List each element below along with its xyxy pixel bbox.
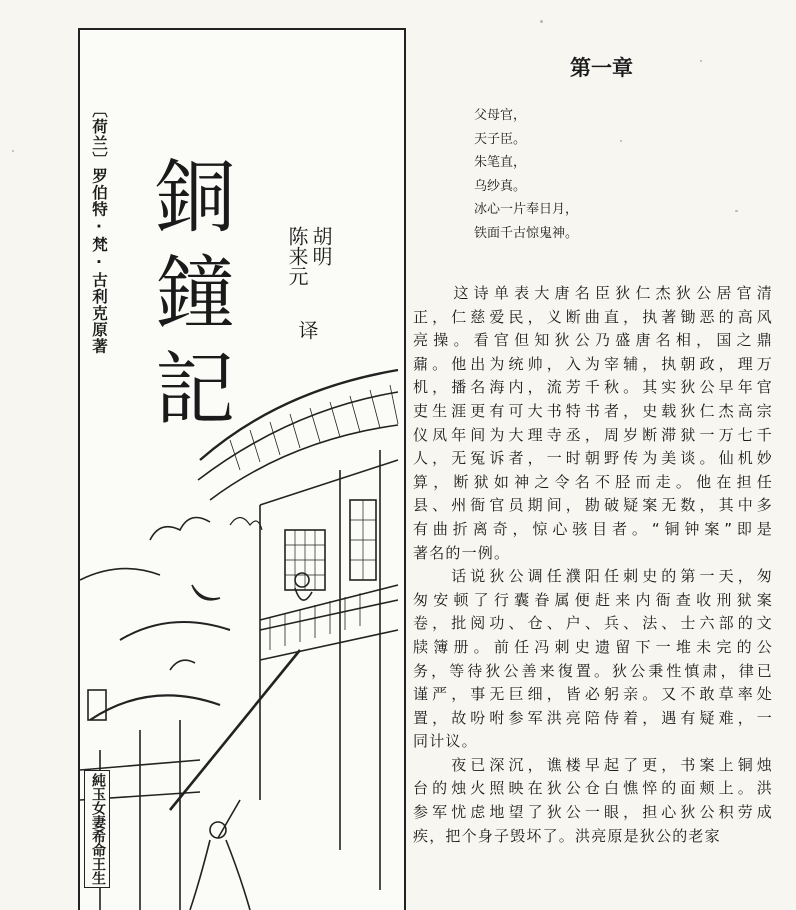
chapter-body (413, 282, 773, 848)
title-char: 鐘 (155, 247, 235, 340)
text-line: 仪凤年间为大理寺丞，周岁断滞狱一万七千 (413, 425, 773, 444)
inscription-seal: 純玉女妻希命王生 (84, 770, 110, 888)
text-line: 人，无冤诉者，一时朝野传为美谈。仙机妙 (413, 449, 773, 468)
text-line: 台的烛火照映在狄公仓白憔悴的面颊上。洪 (413, 779, 773, 798)
text-line: 务，等待狄公善来復置。狄公秉性慎肃，律已 (413, 661, 773, 680)
translator-name: 胡明 (309, 226, 333, 266)
chapter-title: 第一章 (570, 56, 633, 80)
poem-line: 天子臣。 (474, 131, 527, 147)
poem-line: 父母官， (474, 108, 527, 123)
poem-line: 乌纱真。 (474, 178, 527, 194)
text-line: 鼐。他出为统帅，入为宰辅，执朝政，理万 (413, 354, 773, 373)
text-line: 机，播名海内，流芳千秋。其实狄公早年官 (413, 378, 773, 397)
text-line: 亮操。看官但知狄公乃盛唐名相，国之鼎 (413, 331, 773, 350)
title-char: 記 (155, 343, 235, 436)
translator-name: 陈来元 (285, 226, 309, 286)
text-line: 县、州衙官员期间，勘破疑案无数，其中多 (413, 496, 773, 515)
author-credit: 〔荷兰〕罗伯特·梵·古利克原著 (90, 102, 108, 355)
text-line: 匆安顿了行囊眷属便赶来内衙查收刑狱案 (413, 590, 773, 609)
text-line: 正，仁慈爱民，义断曲直，执著锄恶的高风 (413, 307, 773, 326)
text-line: 吏生涯更有可大书特书者，史载狄仁杰高宗 (413, 401, 773, 420)
poem-line: 铁面千古惊鬼神。 (474, 225, 579, 241)
cover-panel (78, 28, 406, 910)
text-line: 谨严，事无巨细，皆必躬亲。又不敢草率处 (413, 685, 773, 704)
text-line: 同计议。 (413, 732, 478, 751)
cover-illustration (80, 330, 404, 910)
title-char: 銅 (155, 151, 235, 244)
opening-poem (474, 104, 578, 245)
text-line: 牍簿册。前任冯刺史遗留下一堆未完的公 (413, 637, 773, 656)
text-line: 夜已深沉，谯楼早起了更，书案上铜烛 (413, 755, 773, 774)
text-line: 话说狄公调任濮阳任刺史的第一天，匆 (413, 567, 773, 586)
text-line: 有曲折离奇，惊心骇目者。“铜钟案”即是 (413, 519, 773, 538)
poem-line: 冰心一片奉日月， (474, 202, 579, 217)
text-line: 著名的一例。 (413, 543, 511, 562)
text-line: 卷，批阅功、仓、户、兵、法、士六部的文 (413, 614, 773, 633)
text-line: 置，故吩咐参军洪亮陪侍着，遇有疑难，一 (413, 708, 773, 727)
text-line: 参军忧虑地望了狄公一眼，担心狄公积劳成 (413, 803, 773, 822)
poem-line: 朱笔直， (474, 155, 527, 170)
text-line: 这诗单表大唐名臣狄仁杰狄公居官清 (413, 284, 773, 302)
translate-mark: 译 (295, 320, 319, 340)
text-line: 算，断狱如神之令名不胫而走。他在担任 (413, 472, 773, 491)
text-line: 疾，把个身子毁坏了。洪亮原是狄公的老家 (413, 826, 721, 845)
